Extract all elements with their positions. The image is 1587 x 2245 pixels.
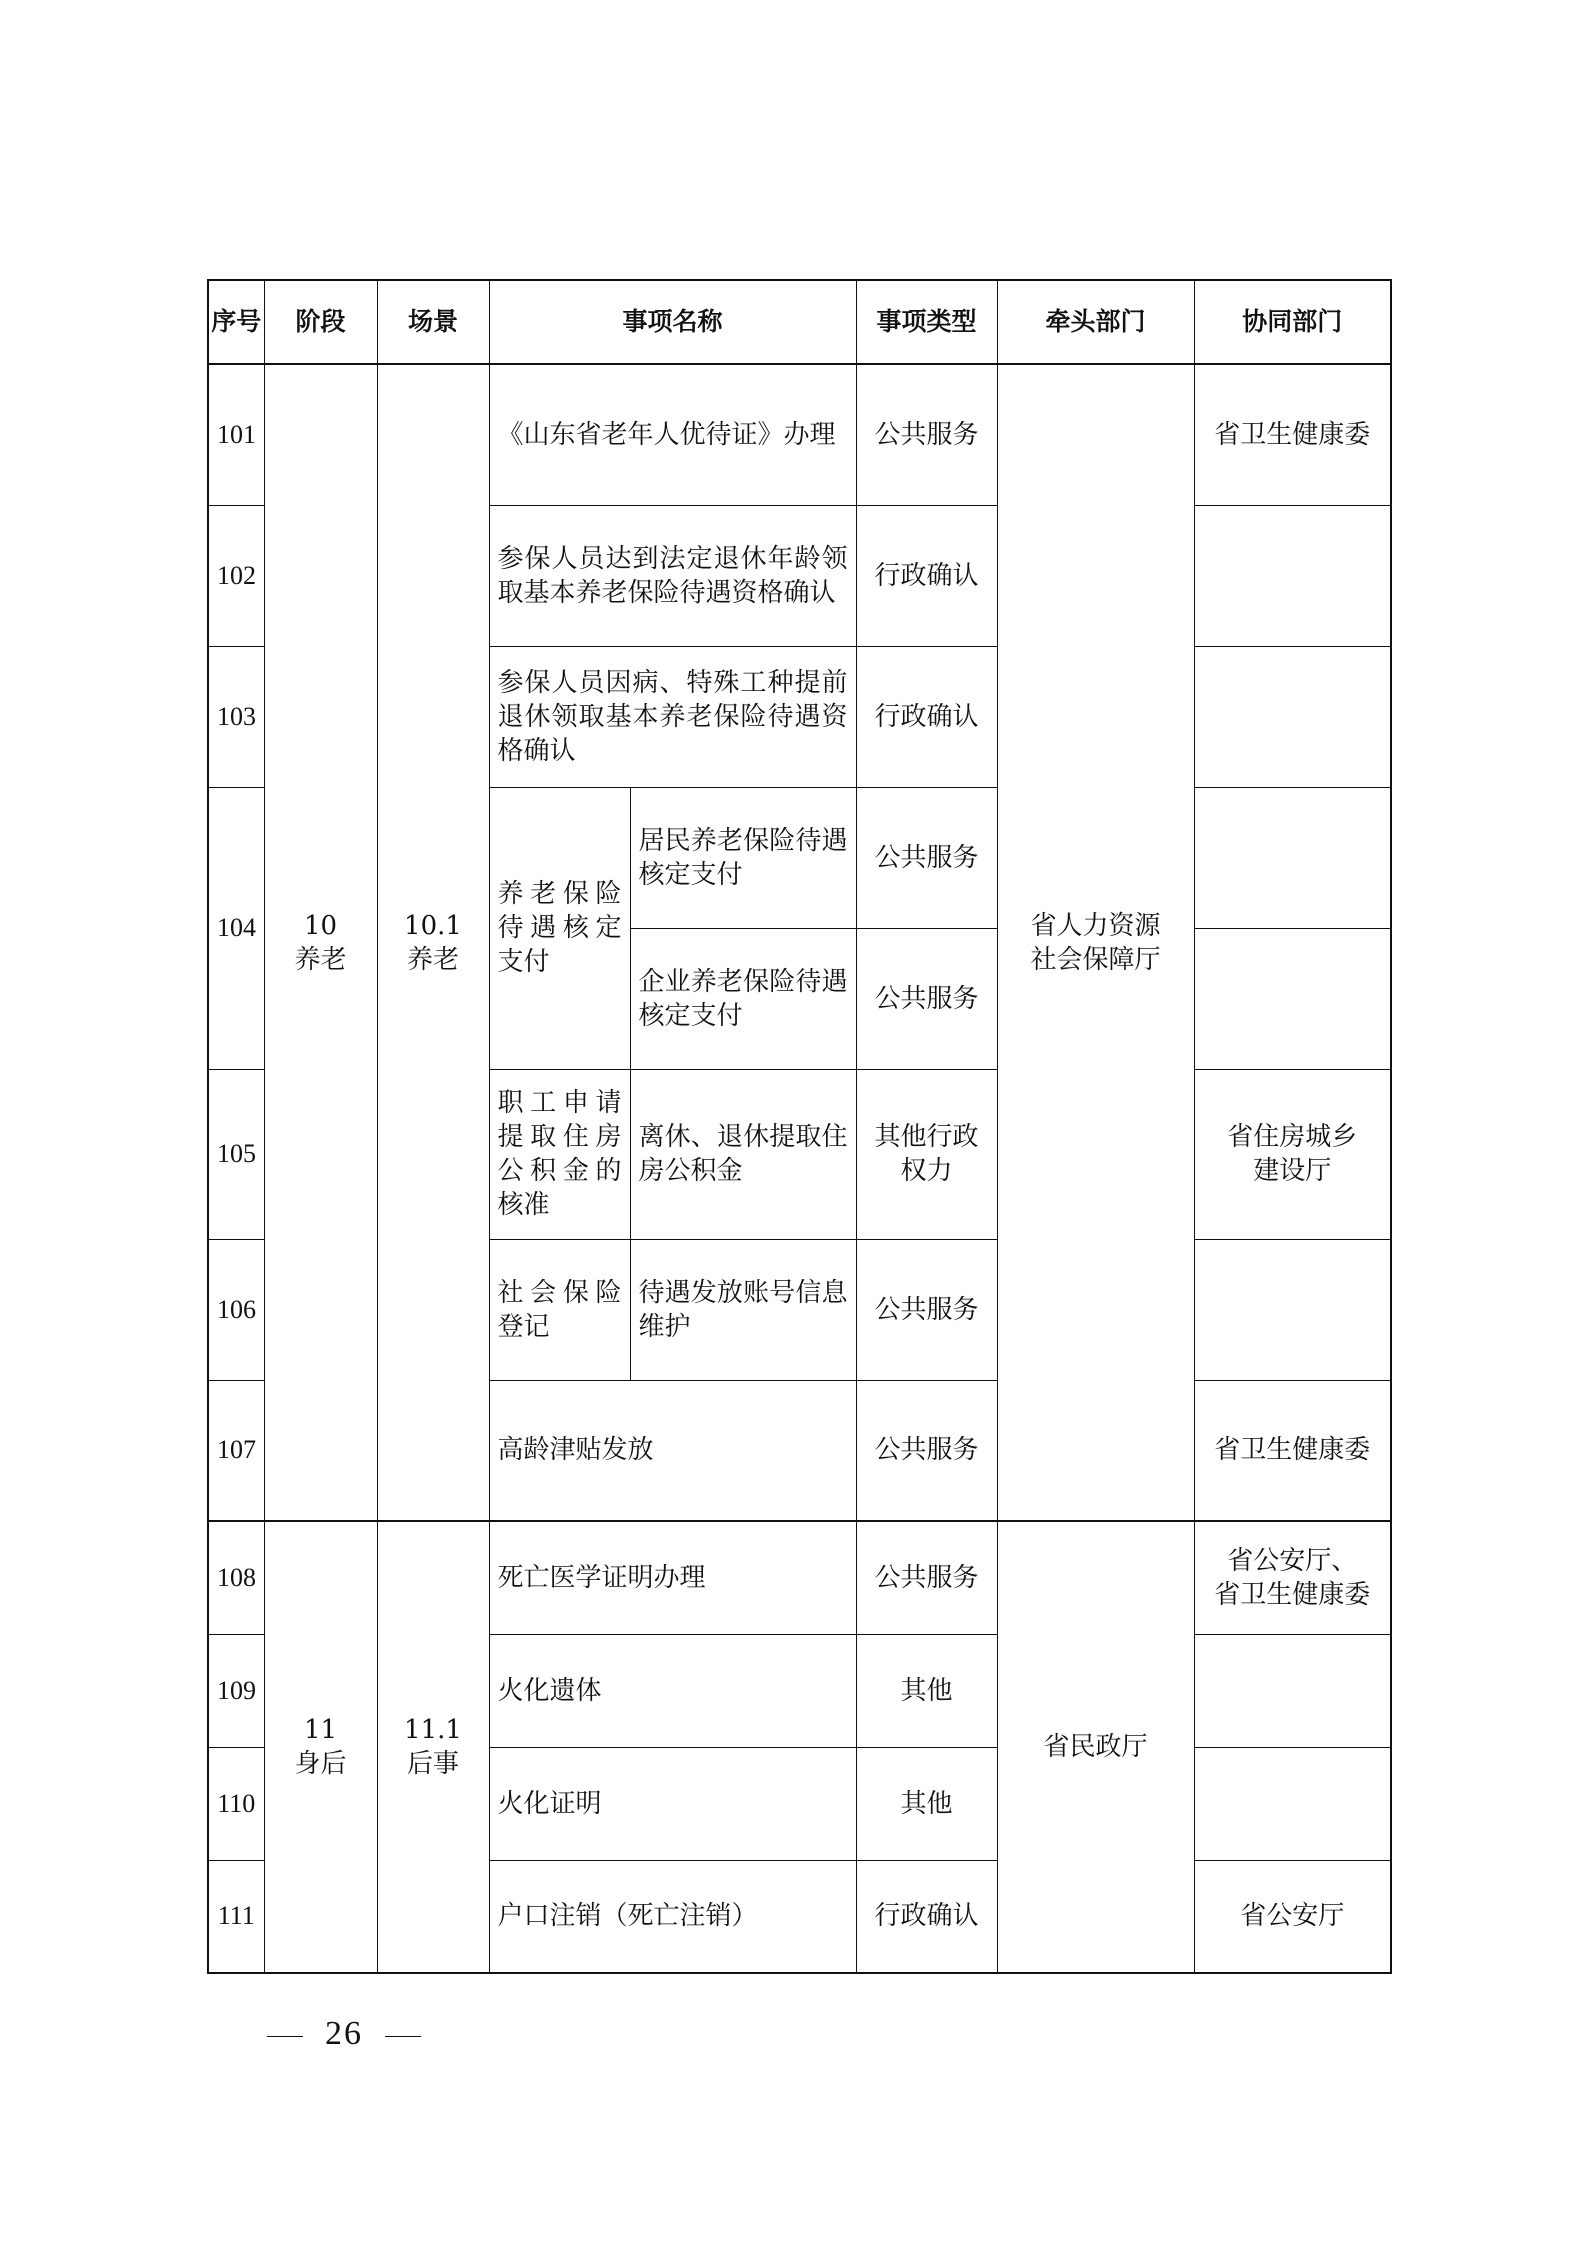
item-name: 社会保险登记	[489, 1239, 630, 1380]
page-number: 26	[325, 2015, 363, 2052]
sub-item-name: 居民养老保险待遇核定支付	[630, 787, 856, 928]
assist-dept: 省住房城乡 建设厅	[1194, 1069, 1391, 1239]
item-type: 其他	[856, 1634, 997, 1747]
item-type: 行政确认	[856, 1860, 997, 1973]
row-seq: 103	[208, 646, 264, 787]
header-stage: 阶段	[264, 280, 377, 364]
row-seq: 108	[208, 1521, 264, 1634]
table-row	[208, 364, 1391, 505]
sub-item-name: 离休、退休提取住房公积金	[630, 1069, 856, 1239]
item-type: 公共服务	[856, 787, 997, 928]
header-name: 事项名称	[489, 280, 856, 364]
row-seq: 111	[208, 1860, 264, 1973]
item-name: 高龄津贴发放	[489, 1380, 856, 1521]
header-row	[208, 280, 1391, 364]
item-type: 公共服务	[856, 1521, 997, 1634]
row-seq: 105	[208, 1069, 264, 1239]
row-seq: 110	[208, 1747, 264, 1860]
assist-dept: 省卫生健康委	[1194, 364, 1391, 505]
header-scene: 场景	[377, 280, 489, 364]
header-seq: 序号	[208, 280, 264, 364]
item-type: 其他行政 权力	[856, 1069, 997, 1239]
row-seq: 109	[208, 1634, 264, 1747]
stage-cell: 10 养老	[264, 364, 377, 1521]
assist-dept: 省卫生健康委	[1194, 1380, 1391, 1521]
assist-dept	[1194, 1747, 1391, 1860]
lead-dept-cell: 省人力资源 社会保障厅	[997, 364, 1194, 1521]
item-type: 公共服务	[856, 928, 997, 1069]
item-type: 行政确认	[856, 505, 997, 646]
assist-dept: 省公安厅	[1194, 1860, 1391, 1973]
item-name: 火化遗体	[489, 1634, 856, 1747]
row-seq: 101	[208, 364, 264, 505]
scene-cell: 11.1 后事	[377, 1521, 489, 1973]
item-name: 养老保险待遇核定支付	[489, 787, 630, 1069]
matters-table	[207, 279, 1392, 1974]
item-type: 公共服务	[856, 1239, 997, 1380]
header-type: 事项类型	[856, 280, 997, 364]
sub-item-name: 企业养老保险待遇核定支付	[630, 928, 856, 1069]
assist-dept	[1194, 787, 1391, 928]
header-lead: 牵头部门	[997, 280, 1194, 364]
assist-dept: 省公安厅、 省卫生健康委	[1194, 1521, 1391, 1634]
stage-cell: 11 身后	[264, 1521, 377, 1973]
assist-dept	[1194, 646, 1391, 787]
row-seq: 102	[208, 505, 264, 646]
page-footer	[245, 2015, 443, 2053]
item-name: 参保人员达到法定退休年龄领取基本养老保险待遇资格确认	[489, 505, 856, 646]
lead-dept-cell: 省民政厅	[997, 1521, 1194, 1973]
item-name: 职工申请提取住房公积金的核准	[489, 1069, 630, 1239]
footer-dash-right	[385, 2036, 421, 2037]
item-type: 公共服务	[856, 1380, 997, 1521]
item-name: 《山东省老年人优待证》办理	[489, 364, 856, 505]
item-type: 其他	[856, 1747, 997, 1860]
assist-dept	[1194, 1634, 1391, 1747]
sub-item-name: 待遇发放账号信息维护	[630, 1239, 856, 1380]
row-seq: 107	[208, 1380, 264, 1521]
row-seq: 104	[208, 787, 264, 1069]
item-name: 户口注销（死亡注销）	[489, 1860, 856, 1973]
item-type: 行政确认	[856, 646, 997, 787]
footer-dash-left	[267, 2036, 303, 2037]
item-name: 参保人员因病、特殊工种提前退休领取基本养老保险待遇资格确认	[489, 646, 856, 787]
assist-dept	[1194, 1239, 1391, 1380]
table-row	[208, 1521, 1391, 1634]
assist-dept	[1194, 928, 1391, 1069]
scene-cell: 10.1 养老	[377, 364, 489, 1521]
header-assist: 协同部门	[1194, 280, 1391, 364]
row-seq: 106	[208, 1239, 264, 1380]
assist-dept	[1194, 505, 1391, 646]
item-name: 死亡医学证明办理	[489, 1521, 856, 1634]
item-name: 火化证明	[489, 1747, 856, 1860]
item-type: 公共服务	[856, 364, 997, 505]
